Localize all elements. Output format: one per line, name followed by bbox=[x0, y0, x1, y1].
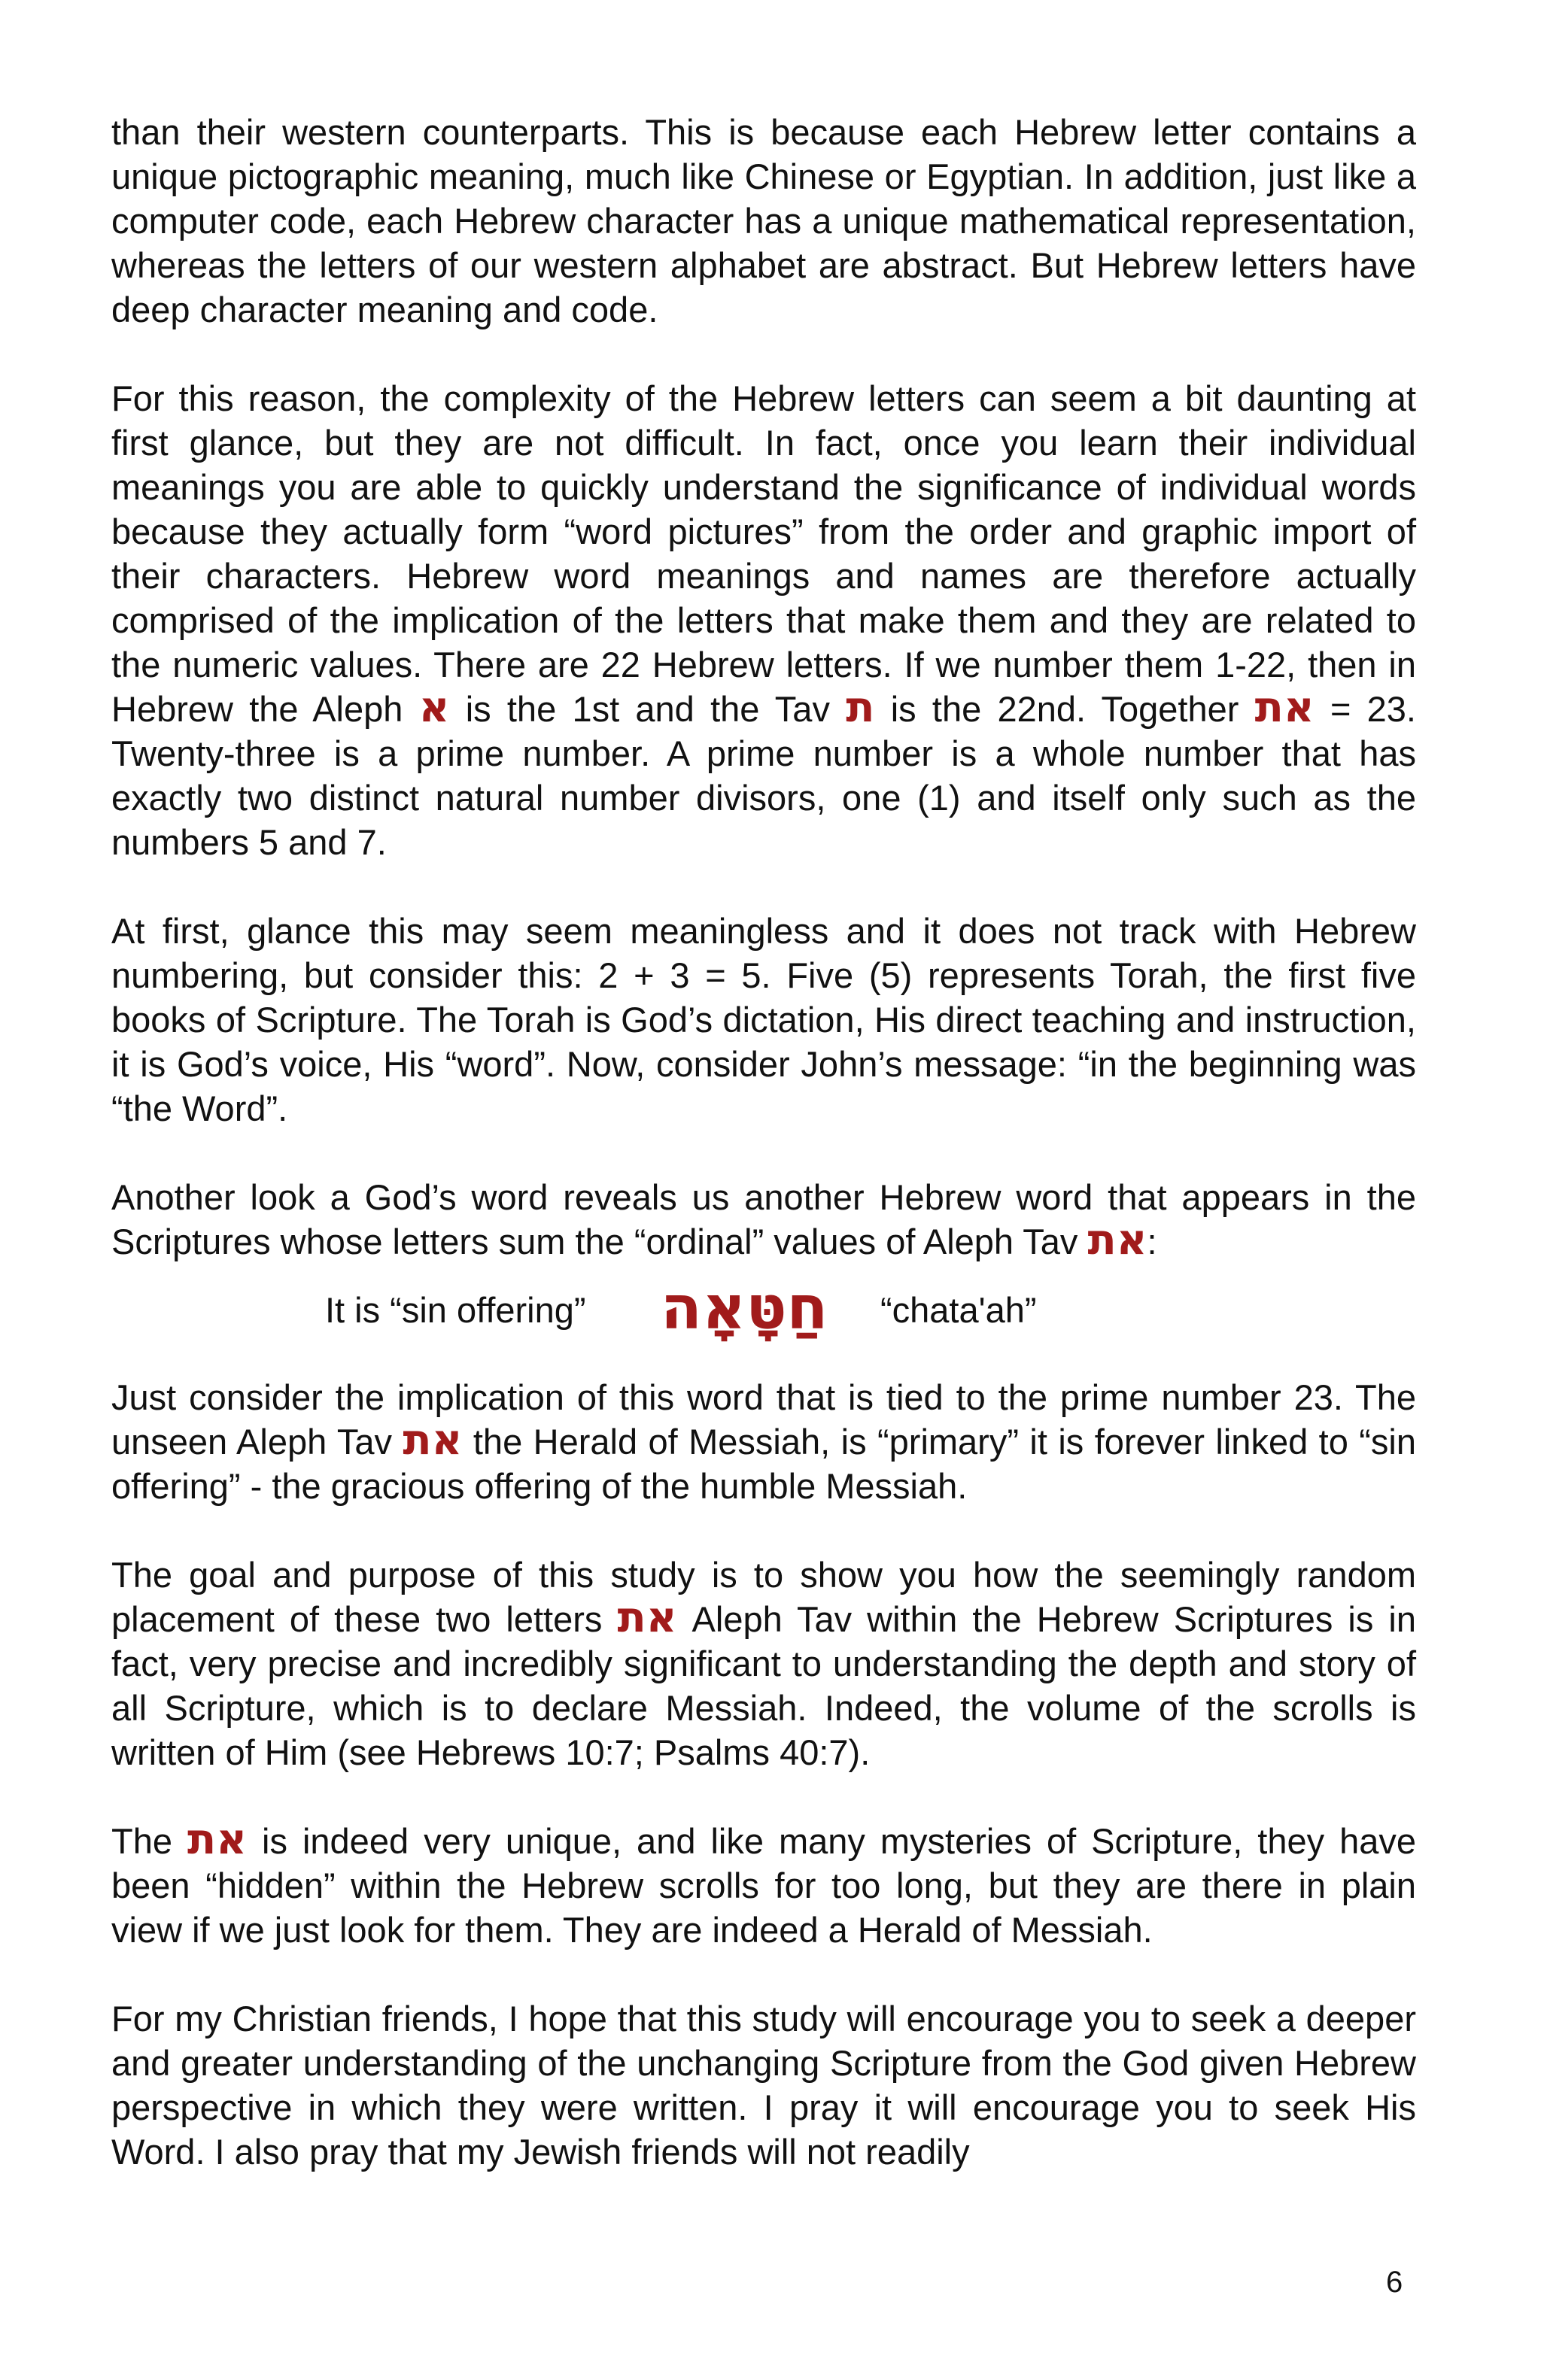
paragraph-3-text: At first, glance this may seem meaningless and it does not track with Hebrew numbering, but consider this: 2 + 3 = 5. Five (5) represents Torah, the first five books of Scripture. The Torah is God’s dictation, His direct teaching and instruction, it is God’s voice, His “word”. Now, consider John’s message: “in the beginning was “the Word”. bbox=[111, 911, 1416, 1128]
paragraph-3 bbox=[111, 909, 1416, 1131]
paragraph-7-text-b: is indeed very unique, and like many mysteries of Scripture, they have been “hidden” within the Hebrew scrolls for too long, but they are there in plain view if we just look for them. They are indeed a Herald of Messiah. bbox=[111, 1821, 1417, 1950]
hebrew-aleph-tav: את bbox=[187, 1815, 248, 1864]
paragraph-4-text-a: Another look a God’s word reveals us another Hebrew word that appears in the Scriptures whose letters sum the “ordinal” values of Aleph Tav bbox=[111, 1177, 1416, 1261]
hebrew-aleph: א bbox=[418, 683, 450, 732]
sin-offering-example bbox=[111, 1271, 1416, 1345]
paragraph-5 bbox=[111, 1375, 1416, 1508]
paragraph-5-text-b: the Herald of Messiah, is “primary” it is forever linked to “sin offering” - the gracious offering of the humble Messiah. bbox=[111, 1422, 1417, 1506]
paragraph-6-text-a: The goal and purpose of this study is to show you how the seemingly random placement of these two letters bbox=[111, 1555, 1416, 1639]
paragraph-5-text-a: Just consider the implication of this word that is tied to the prime number 23. The unseen Aleph Tav bbox=[111, 1377, 1416, 1462]
paragraph-1-text: than their western counterparts. This is because each Hebrew letter contains a unique pictographic meaning, much like Chinese or Egyptian. In addition, just like a computer code, each Hebrew character has a unique mathematical representation, whereas the letters of our western alphabet are abstract. But Hebrew letters have deep character meaning and code. bbox=[111, 112, 1416, 329]
hebrew-aleph-tav: את bbox=[617, 1593, 677, 1642]
hebrew-aleph-tav: את bbox=[1087, 1216, 1147, 1264]
hebrew-tav: ת bbox=[846, 683, 875, 732]
paragraph-2-text-a: For this reason, the complexity of the Hebrew letters can seem a bit daunting at first glance, but they are not difficult. In fact, once you learn their individual meanings you are able to quickly understand the significance of individual words because they actually form “word pictures” from the order and graphic import of their characters. Hebrew word meanings and names are therefore actually comprised of the implication of the letters that make them and they are related to the numeric values. There are 22 Hebrew letters. If we number them 1-22, then in Hebrew the Aleph bbox=[111, 378, 1416, 729]
paragraph-8-text: For my Christian friends, I hope that this study will encourage you to seek a deeper and greater understanding of the unchanging Scripture from the God given Hebrew perspective in which they were written. I pray it will encourage you to seek His Word. I also pray that my Jewish friends will not readily bbox=[111, 1999, 1416, 2172]
paragraph-7 bbox=[111, 1815, 1417, 1952]
paragraph-2-text-c: is the 22nd. Together bbox=[890, 689, 1239, 729]
paragraph-1 bbox=[111, 110, 1416, 332]
hebrew-aleph-tav: את bbox=[1254, 683, 1315, 732]
hebrew-aleph-tav: את bbox=[403, 1416, 463, 1465]
example-label: It is “sin offering” bbox=[325, 1290, 586, 1330]
example-transliteration: “chata'ah” bbox=[880, 1290, 1037, 1330]
paragraph-7-text-a: The bbox=[111, 1821, 172, 1861]
document-page bbox=[111, 110, 1416, 2218]
paragraph-8 bbox=[111, 1996, 1416, 2174]
paragraph-6 bbox=[111, 1553, 1416, 1774]
paragraph-4-text-b: : bbox=[1147, 1222, 1157, 1261]
paragraph-2 bbox=[111, 376, 1416, 864]
page-number: 6 bbox=[1386, 2266, 1403, 2299]
paragraph-2-text-d: = 23. Twenty-three is a prime number. A prime number is a whole number that has exactly two distinct natural number divisors, one (1) and itself only such as the numbers 5 and 7. bbox=[111, 689, 1416, 862]
example-hebrew-word: חַטָּאָה bbox=[661, 1273, 828, 1343]
paragraph-6-text-b: Aleph Tav within the Hebrew Scriptures is in fact, very precise and incredibly significant to understanding the depth and story of all Scripture, which is to declare Messiah. Indeed, the volume of the scrolls is written of Him (see Hebrews 10:7; Psalms 40:7). bbox=[111, 1599, 1416, 1772]
paragraph-4 bbox=[111, 1175, 1416, 1264]
paragraph-2-text-b: is the 1st and the Tav bbox=[465, 689, 830, 729]
